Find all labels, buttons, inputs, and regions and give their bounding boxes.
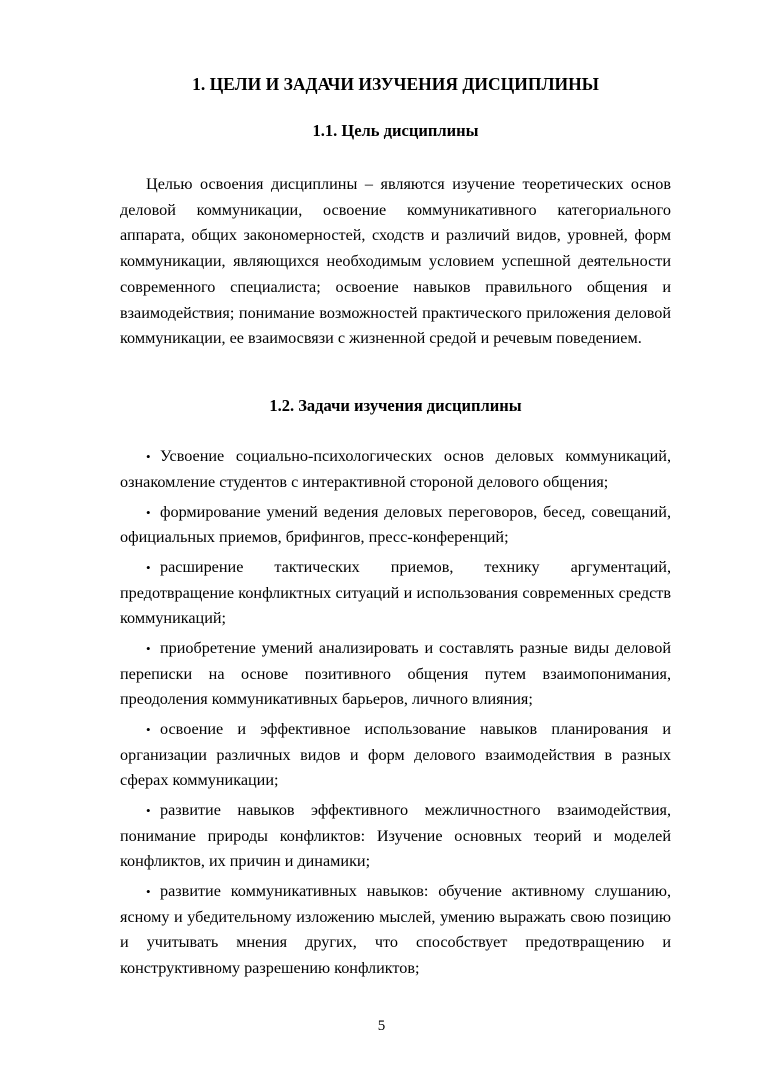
subsection-title-goal: 1.1. Цель дисциплины xyxy=(312,121,479,140)
list-item-text: формирование умений ведения деловых переговоров, бесед, совещаний, официальных приемов, брифингов, пресс-конференций; xyxy=(120,502,671,546)
list-item xyxy=(120,636,671,713)
list-item xyxy=(120,500,671,551)
bullet-icon: • xyxy=(146,722,151,737)
list-item xyxy=(120,879,671,981)
bullet-icon: • xyxy=(146,641,151,656)
list-item-text: расширение тактических приемов, технику аргументаций, предотвращение конфликтных ситуаций и использования современных средств коммуникаций; xyxy=(120,558,671,627)
bullet-icon: • xyxy=(146,560,151,575)
page-number: 5 xyxy=(377,1018,386,1034)
list-item xyxy=(120,798,671,875)
bullet-icon: • xyxy=(146,504,151,520)
goal-paragraph: Целью освоения дисциплины – являются изучение теоретических основ деловой коммуникации, освоение коммуникативного категориального аппарата, общих закономерностей, сходств и различий видов, уровней, форм коммуникации, являющихся необходимым условием успешной деятельности современного специалиста; освоение навыков правильного общения и взаимодействия; понимание возможностей практического приложения деловой коммуникации, ее взаимосвязи с жизненной средой и речевым поведением. xyxy=(120,175,671,348)
list-item-text: развитие навыков эффективного межличностного взаимодействия, понимание природы конфликтов: Изучение основных теорий и моделей конфликтов, их причин и динамики; xyxy=(120,801,671,870)
subsection-title-tasks: 1.2. Задачи изучения дисциплины xyxy=(269,396,522,415)
section-title: 1. ЦЕЛИ И ЗАДАЧИ ИЗУЧЕНИЯ ДИСЦИПЛИНЫ xyxy=(192,74,599,94)
list-item-text: развитие коммуникативных навыков: обучение активному слушанию, ясному и убедительному изложению мыслей, умению выражать свою позицию и учитывать мнения других, что способствует предотвращению и конструктивному разрешению конфликтов; xyxy=(120,882,671,977)
list-item-text: приобретение умений анализировать и составлять разные виды деловой переписки на основе позитивного общения путем взаимопонимания, преодоления коммуникативных барьеров, личного влияния; xyxy=(120,639,671,708)
bullet-icon: • xyxy=(146,884,151,899)
bullet-icon: • xyxy=(146,449,151,464)
bullet-icon: • xyxy=(146,803,151,818)
list-item-text: Усвоение социально-психологических основ деловых коммуникаций, ознакомление студентов с интерактивной стороной делового общения; xyxy=(120,447,671,491)
list-item xyxy=(120,555,671,632)
list-item-text: освоение и эффективное использование навыков планирования и организации различных видов и форм делового взаимодействия в разных сферах коммуникации; xyxy=(120,720,671,789)
list-item xyxy=(120,717,671,794)
tasks-list xyxy=(120,444,671,986)
list-item xyxy=(120,444,671,495)
